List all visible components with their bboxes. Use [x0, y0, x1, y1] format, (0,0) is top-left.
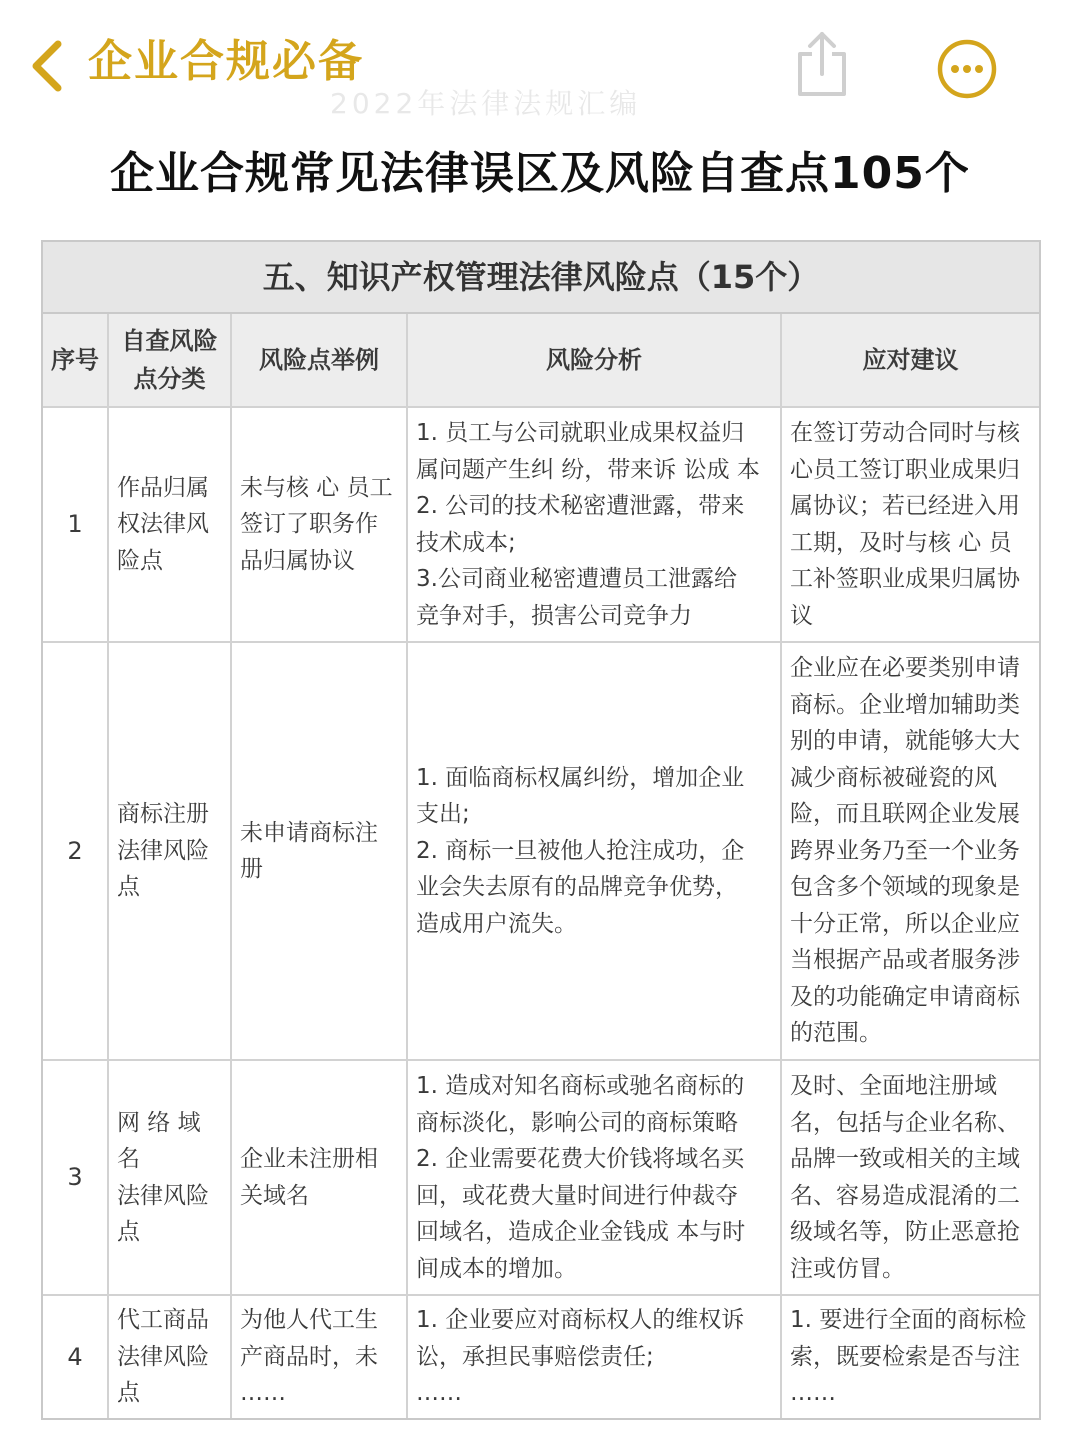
risk-analysis: 1. 造成对知名商标或驰名商标的 商标淡化，影响公司的商标策略 2. 企业需要花费大价钱将域名买 回，或花费大量时间进行仲裁夺 回域名，造成企业金钱成 本与时 间成本的增加。 — [408, 1061, 782, 1294]
risk-table — [41, 240, 1041, 1420]
risk-advice: 及时、全面地注册域 名，包括与企业名称、 品牌一致或相关的主域 名、容易造成混淆的二 级域名等，防止恶意抢 注或仿冒。 — [790, 1073, 1020, 1282]
section-title: 五、知识产权管理法律风险点（15个） — [43, 242, 1039, 314]
share-icon — [790, 28, 854, 100]
header-no: 序号 — [43, 314, 109, 406]
table-row — [43, 1061, 1039, 1296]
risk-category: 网 络 域名 法律风险 点 — [109, 1061, 232, 1294]
document-title: 企业合规常见法律误区及风险自查点105个 — [110, 148, 970, 199]
risk-category: 商标注册 法律风险 点 — [109, 643, 232, 1059]
risk-advice: 在签订劳动合同时与核 心员工签订职业成果归 属协议；若已经进入用 工期，及时与核 心 员 工补签职业成果归属协 议 — [790, 420, 1020, 629]
risk-analysis: 1. 面临商标权属纠纷，增加企业 支出; 2. 商标一旦被他人抢注成功，企 业会失去原有的品牌竞争优势， 造成用户流失。 — [408, 643, 782, 1059]
table-header-row — [43, 314, 1039, 408]
risk-example: 为他人代工生 产商品时，未 …… — [232, 1296, 408, 1418]
risk-analysis: 1. 员工与公司就职业成果权益归 属问题产生纠 纷，带来诉 讼成 本 2. 公司的技术秘密遭泄露，带来 技术成本; 3.公司商业秘密遭遭员工泄露给 竞争对手，损害公司竞争力 — [408, 408, 782, 641]
share-button[interactable] — [790, 28, 854, 100]
row-number: 1 — [43, 408, 109, 641]
header-category: 自查风险 点分类 — [109, 314, 232, 406]
faded-subtitle: 2022年法律法规汇编 — [330, 87, 642, 120]
chevron-left-icon — [24, 34, 72, 98]
header-example: 风险点举例 — [232, 314, 408, 406]
back-button[interactable] — [24, 34, 72, 98]
header-advice: 应对建议 — [862, 346, 959, 374]
row-number: 4 — [43, 1296, 109, 1418]
table-row — [43, 643, 1039, 1061]
risk-advice: 企业应在必要类别申请 商标。企业增加辅助类 别的申请，就能够大大 减少商标被碰瓷的风 险，而且联网企业发展 跨界业务乃至一个业务 包含多个领域的现象是 十分正常，所以企业应 当根据产品或者服务涉 及的功能确定申请商标 的范围。 — [790, 655, 1020, 1047]
risk-advice: 1. 要进行全面的商标检 索，既要检索是否与注 …… — [790, 1307, 1027, 1406]
table-row — [43, 1296, 1039, 1418]
more-button[interactable] — [936, 38, 998, 100]
header-analysis: 风险分析 — [408, 314, 782, 406]
top-nav-bar — [0, 0, 1080, 130]
more-icon — [936, 38, 998, 100]
risk-category: 代工商品 法律风险 点 — [109, 1296, 232, 1418]
table-row — [43, 408, 1039, 643]
nav-title: 企业合规必备 — [88, 36, 364, 87]
row-number: 3 — [43, 1061, 109, 1294]
risk-example: 企业未注册相 关域名 — [232, 1061, 408, 1294]
row-number: 2 — [43, 643, 109, 1059]
risk-example: 未申请商标注 册 — [232, 643, 408, 1059]
risk-example: 未与核 心 员工 签订了职务作 品归属协议 — [232, 408, 408, 641]
risk-category: 作品归属 权法律风 险点 — [109, 408, 232, 641]
risk-analysis: 1. 企业要应对商标权人的维权诉 讼，承担民事赔偿责任; …… — [408, 1296, 782, 1418]
